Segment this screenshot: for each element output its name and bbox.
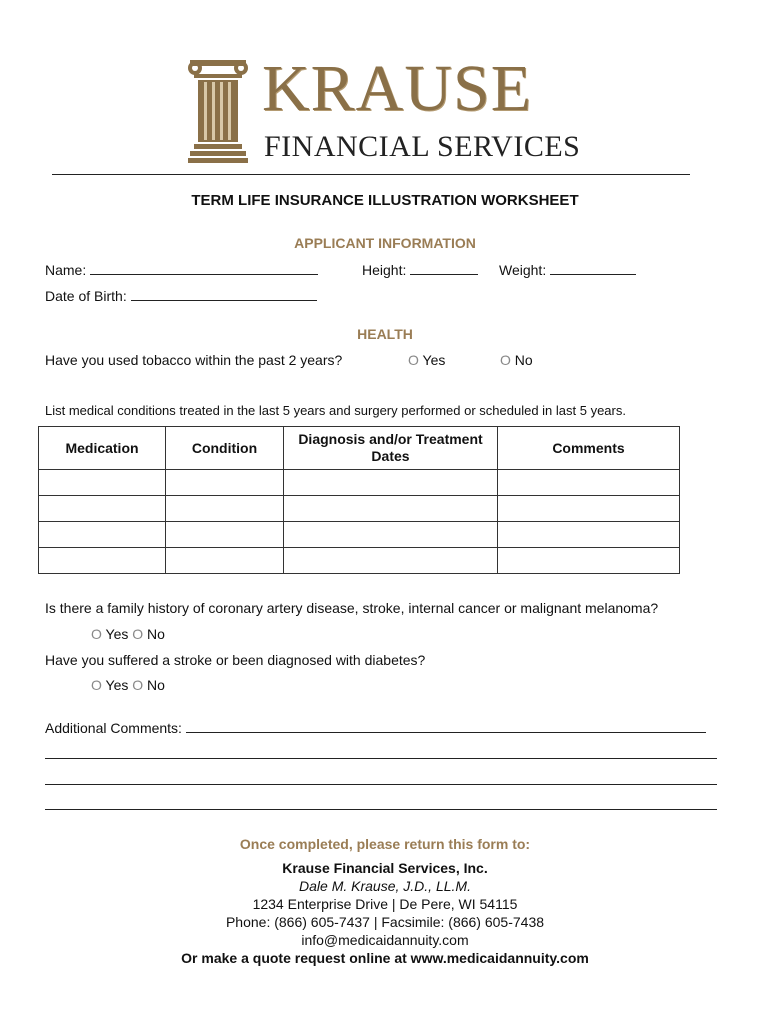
- tobacco-question: Have you used tobacco within the past 2 years?: [45, 352, 343, 368]
- contact-email[interactable]: info@medicaidannuity.com: [301, 932, 469, 948]
- height-field[interactable]: [410, 260, 478, 275]
- additional-comments-row: [45, 718, 706, 736]
- stroke-diabetes-question: Have you suffered a stroke or been diagnosed with diabetes?: [45, 652, 426, 668]
- company-name: Krause Financial Services, Inc.: [282, 860, 488, 876]
- family-history-yes-label: Yes: [105, 626, 129, 642]
- table-cell[interactable]: [284, 548, 498, 574]
- radio-icon[interactable]: O: [132, 626, 144, 642]
- table-cell[interactable]: [284, 470, 498, 496]
- applicant-heading: APPLICANT INFORMATION: [294, 235, 476, 251]
- table-cell[interactable]: [39, 496, 166, 522]
- contact-address: 1234 Enterprise Drive | De Pere, WI 54115: [252, 896, 518, 912]
- height-row: [362, 260, 478, 278]
- table-header-row: [39, 427, 680, 470]
- table-cell[interactable]: [39, 522, 166, 548]
- family-history-no-label: No: [147, 626, 165, 642]
- table-cell[interactable]: [498, 470, 680, 496]
- column-header-comments: Comments: [498, 427, 680, 470]
- table-cell[interactable]: [166, 548, 284, 574]
- table-row: [39, 548, 680, 574]
- weight-label: Weight:: [499, 262, 547, 278]
- tobacco-yes-label: Yes: [422, 352, 446, 368]
- additional-comments-label: Additional Comments:: [45, 720, 182, 736]
- dob-field[interactable]: [131, 286, 317, 301]
- tobacco-no-label: No: [514, 352, 533, 368]
- table-cell[interactable]: [39, 470, 166, 496]
- additional-comments-field[interactable]: [186, 718, 706, 733]
- table-cell[interactable]: [166, 496, 284, 522]
- pillar-icon: [186, 56, 250, 164]
- health-heading: HEALTH: [357, 326, 413, 342]
- logo-wordmark: KRAUSE: [262, 52, 533, 125]
- table-cell[interactable]: [39, 548, 166, 574]
- name-row: [45, 260, 318, 278]
- comment-line[interactable]: [45, 784, 717, 785]
- stroke-diabetes-yes-label: Yes: [105, 677, 129, 693]
- tobacco-no-option[interactable]: [500, 352, 533, 368]
- radio-icon[interactable]: O: [91, 677, 102, 693]
- logo-subtitle: FINANCIAL SERVICES: [264, 130, 581, 163]
- table-cell[interactable]: [166, 470, 284, 496]
- header-divider: [52, 174, 690, 175]
- table-cell[interactable]: [166, 522, 284, 548]
- contact-phone: Phone: (866) 605-7437 | Facsimile: (866) 605-7438: [225, 914, 545, 930]
- table-cell[interactable]: [498, 522, 680, 548]
- stroke-diabetes-options: [91, 677, 165, 693]
- weight-row: [499, 260, 636, 278]
- table-row: [39, 522, 680, 548]
- table-row: [39, 470, 680, 496]
- column-header-diagnosis-dates: Diagnosis and/or Treatment Dates: [284, 427, 498, 470]
- family-history-options: [91, 626, 165, 642]
- family-history-question: Is there a family history of coronary artery disease, stroke, internal cancer or malignant melanoma?: [45, 600, 659, 616]
- column-header-condition: Condition: [166, 427, 284, 470]
- company-logo: [186, 52, 586, 166]
- table-cell[interactable]: [284, 522, 498, 548]
- document-title: TERM LIFE INSURANCE ILLUSTRATION WORKSHEET: [191, 192, 579, 209]
- stroke-diabetes-no-label: No: [147, 677, 165, 693]
- comment-line[interactable]: [45, 809, 717, 810]
- return-form-heading: Once completed, please return this form to:: [239, 836, 531, 852]
- name-label: Name:: [45, 262, 87, 278]
- radio-icon[interactable]: O: [500, 352, 511, 368]
- radio-icon[interactable]: O: [408, 352, 419, 368]
- comment-line[interactable]: [45, 758, 717, 759]
- conditions-instruction: List medical conditions treated in the last 5 years and surgery performed or scheduled in last 5 years.: [45, 403, 626, 418]
- tobacco-yes-option[interactable]: [408, 352, 445, 368]
- table-cell[interactable]: [498, 548, 680, 574]
- medical-conditions-table: [38, 426, 680, 574]
- column-header-medication: Medication: [39, 427, 166, 470]
- height-label: Height:: [362, 262, 407, 278]
- weight-field[interactable]: [550, 260, 636, 275]
- table-cell[interactable]: [284, 496, 498, 522]
- table-row: [39, 496, 680, 522]
- name-field[interactable]: [90, 260, 318, 275]
- dob-label: Date of Birth:: [45, 288, 127, 304]
- contact-person: Dale M. Krause, J.D., LL.M.: [299, 878, 471, 894]
- table-cell[interactable]: [498, 496, 680, 522]
- radio-icon[interactable]: O: [91, 626, 102, 642]
- online-quote-link[interactable]: Or make a quote request online at www.medicaidannuity.com: [181, 950, 589, 966]
- dob-row: [45, 286, 317, 304]
- radio-icon[interactable]: O: [132, 677, 144, 693]
